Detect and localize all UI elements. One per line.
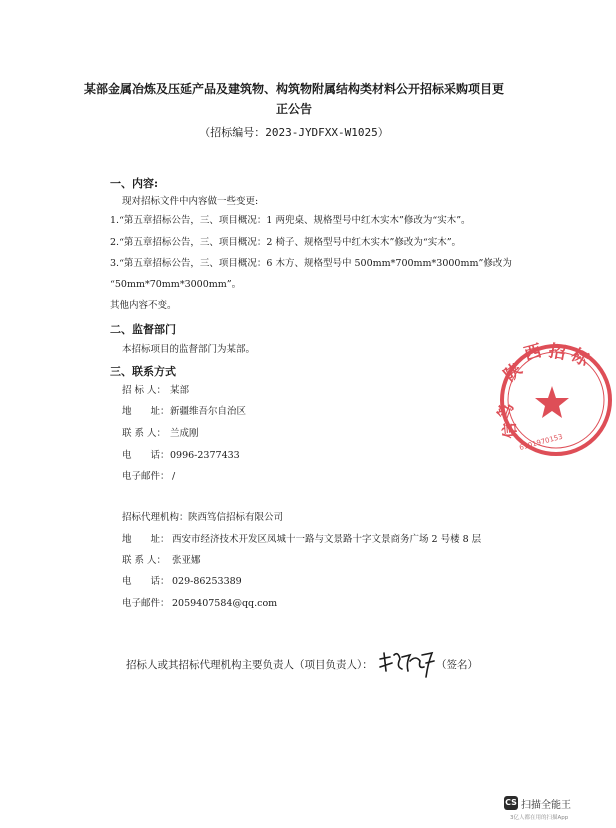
- agent-address-label: 地 址：: [122, 534, 170, 545]
- camscanner-tagline: 3亿人都在用的扫描App: [510, 815, 569, 821]
- bidder-contact-label: 联 系 人：: [122, 428, 167, 439]
- change-item-3: 3.“第五章招标公告，三、项目概况：6 木方、规格型号中 500mm*700mm*3000mm”修改为: [110, 258, 512, 269]
- svg-text:西: 西: [522, 341, 544, 365]
- change-item-3-continued: “50mm*70mm*3000mm”。: [110, 279, 242, 290]
- tender-code: （招标编号：2023-JYDFXX-W1025）: [199, 126, 389, 139]
- section-3-heading: 三、联系方式: [110, 365, 176, 378]
- agent-phone-label: 电 话：: [122, 576, 170, 587]
- section-2-heading: 二、监督部门: [110, 323, 176, 336]
- signature-label: 招标人或其招标代理机构主要负责人（项目负责人）：: [126, 659, 373, 671]
- change-item-2: 2.“第五章招标公告，三、项目概况：2 椅子、规格型号中红木实木”修改为“实木”。: [110, 237, 462, 248]
- bidder-label: 招 标 人：: [122, 385, 167, 396]
- agent-phone-value: 029-86253389: [172, 576, 242, 587]
- section-1-intro: 现对招标文件中内容做一些变更:: [122, 196, 259, 207]
- svg-text:笃: 笃: [493, 399, 518, 422]
- agent-email-value: 2059407584@qq.com: [172, 598, 278, 609]
- agent-address-value: 西安市经济技术开发区凤城十一路与文景路十字文景商务广场 2 号楼 8 层: [172, 534, 482, 545]
- svg-text:6101970153: 6101970153: [518, 432, 564, 452]
- bidder-value: 某部: [170, 385, 190, 396]
- bidder-contact-value: 兰成刚: [170, 428, 199, 439]
- document-title: 某部金属冶炼及压延产品及建筑物、构筑物附属结构类材料公开招标采购项目更: [83, 82, 504, 96]
- agent-email-label: 电子邮件：: [122, 598, 170, 609]
- change-item-1: 1.“第五章招标公告，三、项目概况：1 两兜桌、规格型号中红木实木”修改为“实木”。: [110, 215, 471, 226]
- section-2-text: 本招标项目的监督部门为某部。: [122, 344, 256, 355]
- agent-contact-value: 张亚娜: [172, 555, 201, 566]
- bidder-address-value: 新疆维吾尔自治区: [170, 406, 247, 417]
- bidder-phone-label: 电 话：: [122, 450, 170, 461]
- handwritten-signature: [376, 645, 438, 685]
- svg-text:招: 招: [547, 341, 568, 364]
- company-seal: [493, 338, 616, 468]
- bidder-email-value: /: [172, 471, 176, 482]
- camscanner-logo: CS: [504, 796, 518, 810]
- svg-text:标: 标: [567, 345, 593, 371]
- section-1-note: 其他内容不变。: [110, 300, 177, 311]
- bidder-phone-value: 0996-2377433: [170, 450, 240, 461]
- agent-contact-label: 联 系 人：: [122, 555, 167, 566]
- signature-suffix: （签名）: [436, 659, 478, 671]
- agent-label: 招标代理机构：: [122, 512, 189, 523]
- document-title-continued: 正公告: [275, 102, 312, 116]
- bidder-address-label: 地 址：: [122, 406, 170, 417]
- svg-text:信: 信: [499, 421, 520, 440]
- svg-text:陕: 陕: [500, 359, 527, 386]
- bidder-email-label: 电子邮件：: [122, 471, 170, 482]
- camscanner-app-name: 扫描全能王: [521, 800, 571, 811]
- agent-value: 陕西笃信招标有限公司: [188, 512, 284, 523]
- section-1-heading: 一、内容:: [110, 177, 159, 190]
